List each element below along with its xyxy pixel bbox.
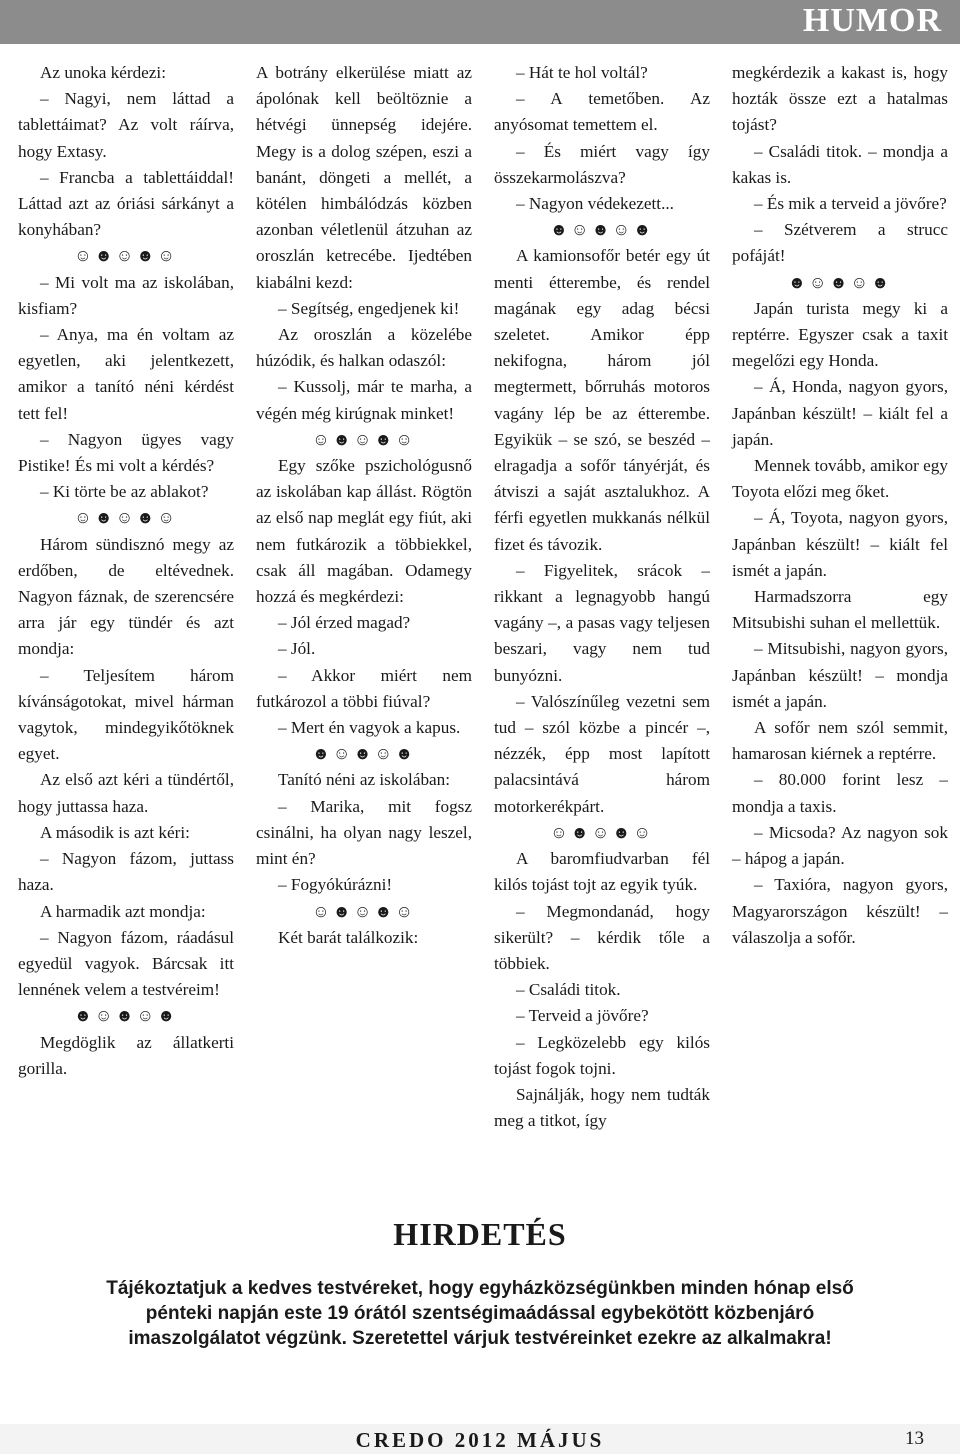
joke-paragraph: – Segítség, engedjenek ki! (278, 298, 460, 318)
humor-columns (18, 60, 948, 1190)
joke-separator: ☻☺☻☺☻ (311, 744, 417, 764)
joke-paragraph: – Mert én vagyok a kapus. (278, 718, 461, 738)
joke-paragraph: Két barát találkozik: (278, 927, 419, 947)
joke-paragraph: Egy szőke pszichológusnő az iskolában kap állást. Rögtön az első nap meglát egy fiút, aki nem futkározik a többiekkel, csak áll magában. Odamegy hozzá és megkérdezi: (256, 456, 472, 607)
joke-paragraph: – Teljesítem három kívánságotokat, mivel hárman vagytok, mindegyikőtöknek egyet. (18, 665, 234, 764)
joke-paragraph: A kamionsofőr betér egy út menti étterembe, és rendel magának egy adag bécsi szeletet. Amikor épp nekifogna, három jól megtermett, bőrruhás motoros vagány lép be az étterembe. Egyikük – se szó, se beszéd – elragadja a sofőr tányérját, és átviszi a saját asztalukhoz. A férfi egyetlen mukkanás nélkül fizet és távozik. (494, 246, 710, 554)
joke-paragraph: A botrány elkerülése miatt az ápolónak kell beöltöznie a hétvégi ünnepség idejére. Megy is a dolog szépen, eszi a banánt, döngeti a mellét, a kötélen himbálódzás közben azonban véletlenül átzuhan az oroszlán ketrecébe. Ijedtében kiabálni kezd: (256, 63, 472, 292)
text-column-2 (256, 60, 472, 1190)
joke-paragraph: – Nagyon fázom, ráadásul egyedül vagyok. Bárcsak itt lennének velem a testvéreim! (18, 927, 234, 1000)
joke-paragraph: – Marika, mit fogsz csinálni, ha olyan nagy leszel, mint én? (256, 796, 472, 869)
page-number: 13 (905, 1428, 924, 1449)
joke-separator: ☻☺☻☺☻ (787, 272, 893, 292)
joke-paragraph: Három sündisznó megy az erdőben, de eltévednek. Nagyon fáznak, de szerencsére arra jár egy tündér és azt mondja: (18, 534, 234, 659)
joke-separator: ☺☻☺☻☺ (550, 822, 654, 842)
joke-paragraph: – 80.000 forint lesz – mondja a taxis. (732, 770, 948, 816)
joke-paragraph: A sofőr nem szól semmit, hamarosan kiérnek a reptérre. (732, 718, 948, 764)
joke-paragraph: – Nagyon fázom, juttass haza. (18, 849, 234, 895)
joke-paragraph: – Terveid a jövőre? (516, 1006, 649, 1026)
joke-paragraph: – Családi titok. (516, 980, 621, 1000)
joke-paragraph: – Micsoda? Az nagyon sok – hápog a japán. (732, 822, 948, 869)
joke-paragraph: – Kussolj, már te marha, a végén még kirúgnak minket! (256, 377, 472, 423)
joke-separator: ☺☻☺☻☺ (312, 429, 416, 449)
announcement-text: Tájékoztatjuk a kedves testvéreket, hogy egyházközségünkben minden hónap első pénteki napján este 19 órától szentségimaádással egybekötött közbenjáró imaszolgálatot végzünk. Szeretettel várjuk testvéreinket ezekre az alkalmakra! (106, 1278, 854, 1349)
joke-separator: ☺☻☺☻☺ (74, 508, 178, 528)
joke-paragraph: – Valószínűleg vezetni sem tud – szól közbe a pincér –, nézzék, épp most lapított palacsintává három motorkerékpárt. (494, 691, 710, 816)
joke-paragraph: – Hát te hol voltál? (516, 63, 648, 82)
joke-paragraph: A második is azt kéri: (40, 822, 190, 842)
joke-paragraph: – Jól érzed magad? (278, 613, 411, 633)
joke-paragraph: – Á, Honda, nagyon gyors, Japánban készült! – kiált fel a japán. (732, 377, 948, 449)
joke-paragraph: megkérdezik a kakast is, hogy hozták össze ezt a hatalmas tojást? (732, 63, 948, 135)
joke-paragraph: Megdöglik az állatkerti gorilla. (18, 1032, 234, 1078)
joke-paragraph: – És mik a terveid a jövőre? (754, 194, 947, 214)
joke-paragraph: Sajnálják, hogy nem tudták meg a titkot, így (494, 1084, 710, 1131)
joke-paragraph: – Akkor miért nem futkározol a többi fiúval? (256, 665, 472, 711)
section-header-band (0, 0, 960, 44)
joke-paragraph: Harmadszorra egy Mitsubishi suhan el mellettük. (732, 587, 948, 633)
joke-paragraph: – Taxióra, nagyon gyors, Magyarországon készült! – válaszolja a sofőr. (732, 875, 948, 947)
joke-paragraph: – Anya, ma én voltam az egyetlen, aki jelentkezett, amikor a tanító néni kérdést tett fel! (18, 325, 234, 423)
joke-paragraph: – Nagyon ügyes vagy Pistike! És mi volt a kérdés? (18, 429, 234, 476)
text-column-4 (732, 60, 948, 1190)
joke-paragraph: – Francba a tablettáiddal! Láttad azt az óriási sárkányt a konyhában? (18, 167, 234, 240)
joke-paragraph: – Mi volt ma az iskolában, kisfiam? (18, 272, 234, 318)
joke-paragraph: Japán turista megy ki a reptérre. Egyszer csak a taxit megelőzi egy Honda. (732, 298, 948, 371)
joke-separator: ☻☺☻☺☻ (73, 1006, 179, 1026)
publication-footer: CREDO 2012 MÁJUS (355, 1428, 605, 1452)
joke-paragraph: – Nagyon védekezett... (516, 194, 674, 214)
joke-paragraph: – Legközelebb egy kilós tojást fogok tojni. (494, 1032, 710, 1078)
joke-paragraph: – Á, Toyota, nagyon gyors, Japánban készült! – kiált fel ismét a japán. (732, 508, 948, 580)
joke-paragraph: Mennek tovább, amikor egy Toyota előzi meg őket. (732, 456, 948, 502)
joke-paragraph: – Családi titok. – mondja a kakas is. (732, 141, 948, 187)
section-title: HUMOR (802, 2, 942, 39)
joke-paragraph: – Figyelitek, srácok – rikkant a legnagyobb hangú vagány –, a pasas vagy teljesen beszari, vagy nem tud bunyózni. (494, 560, 710, 685)
joke-paragraph: – Mitsubishi, nagyon gyors, Japánban készült! – mondja ismét a japán. (732, 639, 948, 711)
joke-paragraph: Tanító néni az iskolában: (278, 770, 451, 790)
joke-paragraph: – És miért vagy így összekarmolászva? (494, 141, 710, 187)
joke-paragraph: – Nagyi, nem láttad a tablettáimat? Az volt ráírva, hogy Extasy. (18, 89, 234, 161)
joke-separator: ☺☻☺☻☺ (312, 901, 416, 921)
text-column-3 (494, 60, 710, 1190)
joke-paragraph: – Jól. (278, 639, 316, 659)
text-column-1 (18, 60, 234, 1190)
joke-paragraph: – Ki törte be az ablakot? (40, 482, 209, 502)
joke-paragraph: Az oroszlán a közelébe húzódik, és halkan odaszól: (256, 325, 472, 371)
joke-paragraph: – Szétverem a strucc pofáját! (732, 220, 948, 266)
joke-paragraph: – Megmondanád, hogy sikerült? – kérdik tőle a többiek. (494, 901, 710, 973)
joke-separator: ☻☺☻☺☻ (549, 220, 655, 240)
joke-paragraph: Az első azt kéri a tündértől, hogy juttassa haza. (18, 770, 234, 816)
joke-paragraph: Az unoka kérdezi: (40, 63, 166, 82)
joke-paragraph: – A temetőben. Az anyósomat temettem el. (494, 89, 710, 135)
announcement-title: HIRDETÉS (393, 1216, 567, 1252)
joke-paragraph: A baromfiudvarban fél kilós tojást tojt az egyik tyúk. (494, 849, 710, 895)
joke-paragraph: – Fogyókúrázni! (278, 875, 393, 895)
joke-paragraph: A harmadik azt mondja: (40, 901, 206, 921)
joke-separator: ☺☻☺☻☺ (74, 246, 178, 266)
